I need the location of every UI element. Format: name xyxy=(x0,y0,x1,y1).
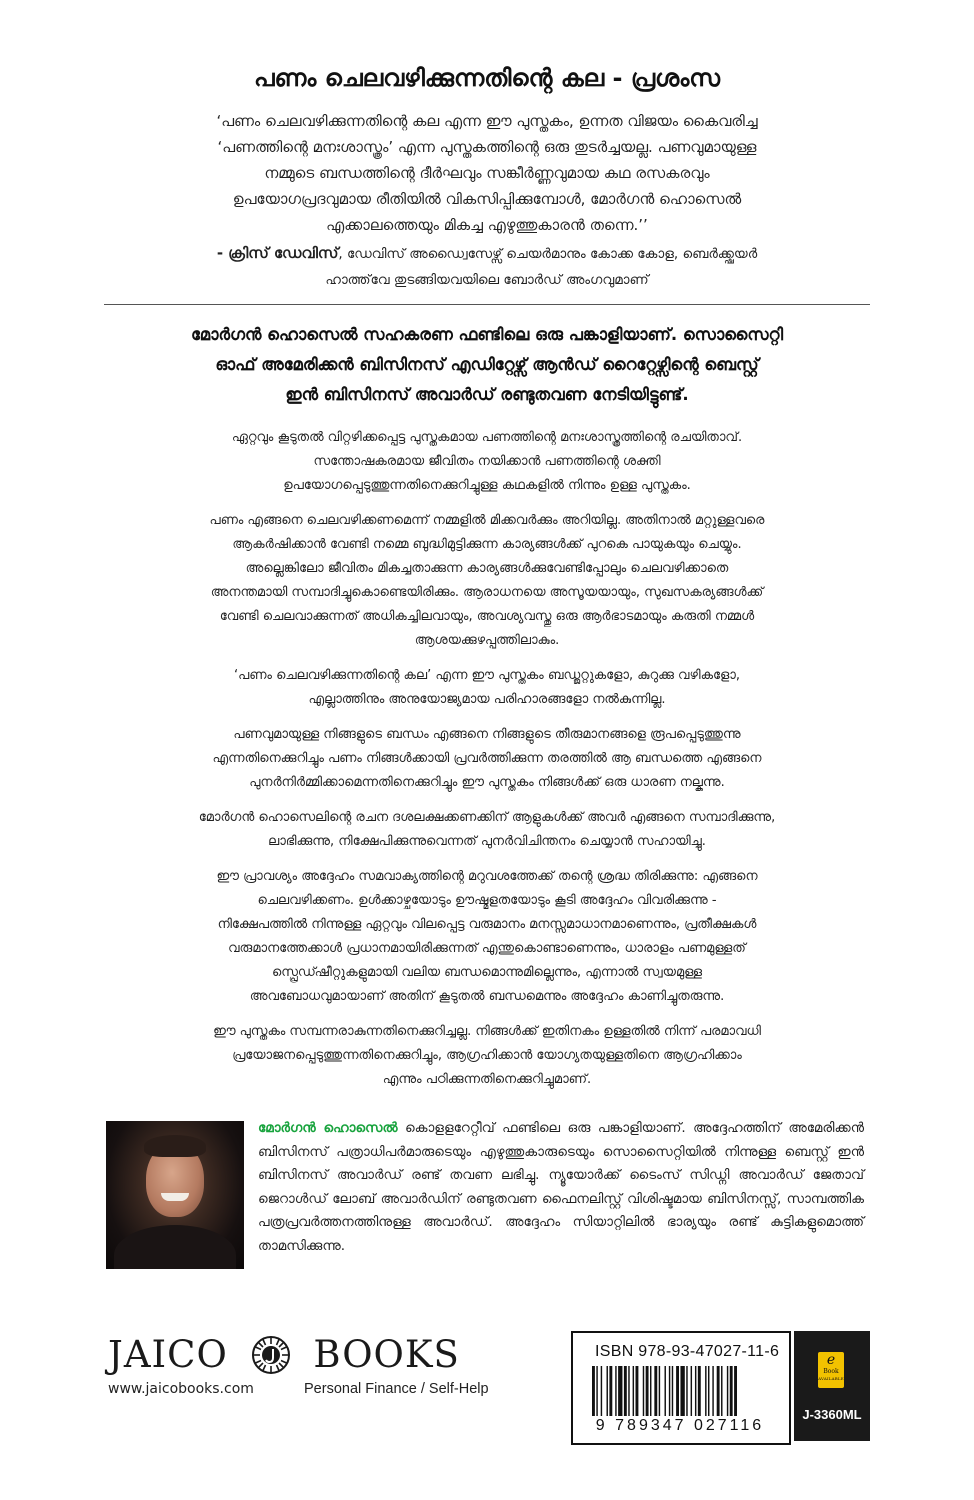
barcode-bars xyxy=(592,1366,782,1416)
barcode-bar xyxy=(669,1366,670,1416)
barcode-bar xyxy=(592,1366,595,1416)
barcode-bar xyxy=(691,1366,692,1416)
publisher-name-right: BOOKS xyxy=(313,1333,460,1376)
description-line: ‘പണം ചെലവഴിക്കുന്നതിന്റെ കല’ എന്ന ഈ പുസ്തകം ബഡ്ജറ്റുകളോ, കുറുക്കു വഴികളോ, xyxy=(234,668,740,683)
author-bio xyxy=(258,1117,864,1258)
barcode-bar xyxy=(646,1366,649,1416)
quote-attribution xyxy=(110,240,864,293)
description-line: അല്ലെങ്കിലോ ജീവിതം മികച്ചതാക്കുന്ന കാര്യങ്ങൾക്കുവേണ്ടിപ്പോലും ചെലവഴിക്കാതെ xyxy=(245,561,729,576)
description-paragraph xyxy=(86,723,888,795)
barcode-bar xyxy=(643,1366,644,1416)
barcode-bar xyxy=(601,1366,602,1416)
barcode-bar xyxy=(727,1366,728,1416)
barcode-bar xyxy=(730,1366,733,1416)
book-category: Personal Finance / Self-Help xyxy=(304,1381,489,1397)
summary-line: ഓഫ് അമേരിക്കൻ ബിസിനസ് എഡിറ്റേഴ്സ് ആൻഡ് റൈറ്റേഴ്സിന്റെ ബെസ്റ്റ് xyxy=(215,355,759,374)
attribution-line xyxy=(110,240,864,267)
barcode-bar xyxy=(686,1366,687,1416)
barcode-bar xyxy=(607,1366,608,1416)
description-paragraph xyxy=(86,806,888,854)
barcode-bar xyxy=(633,1366,634,1416)
ebook-badge-available: AVAILABLE xyxy=(818,1376,844,1381)
attribution-name: ക്രിസ് ഡേവിസ് xyxy=(228,244,339,262)
photo-smile xyxy=(161,1193,189,1201)
barcode-bar xyxy=(628,1366,629,1416)
barcode-bar xyxy=(665,1366,666,1416)
description-line: നിക്ഷേപത്തിൽ നിന്നുള്ള ഏറ്റവും വിലപ്പെട്ട വരുമാനം മനസ്സമാധാനമാണെന്നും, പ്രതീക്ഷകൾ xyxy=(217,917,757,932)
attribution-prefix: - xyxy=(216,244,229,262)
description-paragraph xyxy=(86,426,888,498)
barcode-bar xyxy=(596,1366,597,1416)
publisher-name-left: JAICO xyxy=(108,1333,228,1376)
barcode-bar xyxy=(659,1366,660,1416)
barcode-bar xyxy=(680,1366,684,1416)
description-line: എന്നതിനെക്കുറിച്ചും പണം നിങ്ങൾക്കായി പ്രവർത്തിക്കുന്ന തരത്തിൽ ആ ബന്ധത്തെ എങ്ങനെ xyxy=(212,751,762,766)
author-photo xyxy=(106,1121,244,1269)
quote-line: ഉപയോഗപ്രദവുമായ രീതിയിൽ വികസിപ്പിക്കുമ്പോൾ, മോർഗൻ ഹൊസെൽ xyxy=(232,190,742,208)
ebook-badge-icon xyxy=(818,1352,844,1388)
description-line: സ്പ്രെഡ്ഷീറ്റുകളുമായി വലിയ ബന്ധമൊന്നുമില്ലെന്നും, എന്നാൽ സ്വയമുള്ള xyxy=(271,965,703,980)
photo-shoulders xyxy=(114,1225,236,1269)
quote-line: ‘പണത്തിന്റെ മനഃശാസ്ത്രം’ എന്ന പുസ്തകത്തിന്റെ ഒരു തുടർച്ചയല്ല. പണവുമായുള്ള xyxy=(217,138,757,156)
barcode-bar xyxy=(618,1366,622,1416)
description-line: ആശയക്കുഴപ്പത്തിലാകും. xyxy=(414,633,560,648)
barcode-bar xyxy=(609,1366,612,1416)
barcode-bar xyxy=(708,1366,709,1416)
description-paragraph xyxy=(86,1020,888,1092)
barcode-bar xyxy=(615,1366,616,1416)
quote-line: ‘പണം ചെലവഴിക്കുന്നതിന്റെ കല എന്ന ഈ പുസ്തകം, ഉന്നത വിജയം കൈവരിച്ച xyxy=(216,112,758,130)
barcode-bar xyxy=(717,1366,720,1416)
barcode-bar xyxy=(650,1366,651,1416)
description-line: പുനർനിർമ്മിക്കാമെന്നതിനെക്കുറിച്ചും ഈ പുസ്തകം നിങ്ങൾക്ക് ഒരു ധാരണ നല്കുന്നു. xyxy=(249,775,725,790)
description-line: പണം എങ്ങനെ ചെലവഴിക്കണമെന്ന് നമ്മളിൽ മിക്കവർക്കും അറിയില്ല. അതിനാൽ മറ്റുള്ളവരെ xyxy=(209,513,765,528)
description-line: വരുമാനത്തേക്കാൾ പ്രധാനമായിരിക്കുന്നത് എന്തുകൊണ്ടാണെന്നും, ധാരാളം പണമുള്ളത് xyxy=(228,941,746,956)
summary-line: മോർഗൻ ഹൊസെൽ സഹകരണ ഫണ്ടിലെ ഒരു പങ്കാളിയാണ്. സൊസൈറ്റി xyxy=(190,325,784,344)
description-line: ലാഭിക്കുന്നു, നിക്ഷേപിക്കുന്നുവെന്നത് പുനർവിചിന്തനം ചെയ്യാൻ സഹായിച്ചു. xyxy=(268,834,706,849)
author-summary xyxy=(96,320,878,410)
barcode-bar xyxy=(705,1366,706,1416)
author-bio-text: കൊളളറേറ്റീവ് ഫണ്ടിലെ ഒരു പങ്കാളിയാണ്. അദ്ദേഹത്തിന് അമേരിക്കൻ ബിസിനസ് പത്രാധിപർമാരുടെയും എഴുത്തുകാരുടെയും സൊസൈറ്റിയിൽ നിന്നുള്ള ബെസ്റ്റ് ഇൻ ബിസിനസ് അവാർഡ് രണ്ട് തവണ ലഭിച്ചു. ന്യൂയോർക്ക് ടൈംസ് സിഡ്നി അവാർഡ് ജേതാവ് ജെറാൾഡ് ലോബ് അവാർഡിന് രണ്ടുതവണ ഫൈനലിസ്റ്റ് വിശിഷ്ടമായ ബിസിനസ്സ്, സാമ്പത്തിക പത്രപ്രവർത്തനത്തിനുള്ള അവാർഡ്. അദ്ദേഹം സിയാറ്റിലിൽ ഭാര്യയും രണ്ട് കുട്ടികളുമൊത്ത് താമസിക്കുന്നു. xyxy=(258,1120,865,1254)
quote-line: നമ്മുടെ ബന്ധത്തിന്റെ ദീർഘവും സങ്കീർണ്ണവുമായ കഥ രസകരവും xyxy=(264,164,710,182)
barcode-bar xyxy=(676,1366,679,1416)
description-line: പണവുമായുള്ള നിങ്ങളുടെ ബന്ധം എങ്ങനെ നിങ്ങളുടെ തീരുമാനങ്ങളെ രൂപപ്പെടുത്തുന്നു xyxy=(233,727,741,742)
publisher-logo xyxy=(108,1330,460,1376)
ebook-badge-e: e xyxy=(826,1352,836,1368)
description-line: ആകർഷിക്കാൻ വേണ്ടി നമ്മെ ബുദ്ധിമുട്ടിക്കുന്ന കാര്യങ്ങൾക്ക് പുറകെ പായുകയും ചെയ്യും. xyxy=(232,537,742,552)
publisher-emblem-icon xyxy=(251,1335,291,1375)
description-paragraph xyxy=(86,509,888,653)
barcode-bar xyxy=(672,1366,673,1416)
attribution-role: , ഡേവിസ് അഡ്വൈസേഴ്സ് ചെയർമാനും കോക്ക കോള, ബെർക്ക്ഷയർ xyxy=(338,246,758,262)
praise-quote xyxy=(110,108,864,238)
description-line: വേണ്ടി ചെലവാക്കുന്നത് അധികച്ചിലവായും, അവശ്യവസ്തു ഒരു ആർഭാടമായും കരുതി നമ്മൾ xyxy=(219,609,755,624)
barcode-bar xyxy=(695,1366,696,1416)
description-line: മോർഗൻ ഹൊസെലിന്റെ രചന ദശലക്ഷക്കണക്കിന് ആളുകൾക്ക് അവർ എങ്ങനെ സമ്പാദിക്കുന്നു, xyxy=(198,810,776,825)
author-name: മോർഗൻ ഹൊസെൽ xyxy=(258,1120,398,1136)
description-line: എല്ലാത്തിനും അനുയോജ്യമായ പരിഹാരങ്ങളോ നൽകുന്നില്ല. xyxy=(308,692,666,707)
description-line: ഉപയോഗപ്പെടുത്തുന്നതിനെക്കുറിച്ചുള്ള കഥകളിൽ നിന്നും ഉള്ള പുസ്തകം. xyxy=(283,478,691,493)
barcode-bar xyxy=(721,1366,722,1416)
description-line: ഈ പ്രാവശ്യം അദ്ദേഹം സമവാക്യത്തിന്റെ മറുവശത്തേക്ക് തന്റെ ശ്രദ്ധ തിരിക്കുന്നു: എങ്ങനെ xyxy=(216,869,758,884)
book-description xyxy=(86,426,888,1103)
description-line: ചെലവഴിക്കണം. ഉൾക്കാഴ്ചയോടും ഊഷ്മളതയോടും കൂടി അദ്ദേഹം വിവരിക്കുന്നു - xyxy=(257,893,717,908)
isbn-label: ISBN 978-93-47027-11-6 xyxy=(595,1343,780,1360)
barcode-bar xyxy=(734,1366,737,1416)
description-line: ഏറ്റവും കൂടുതൽ വിറ്റഴിക്കപ്പെട്ട പുസ്തകമായ പണത്തിന്റെ മനഃശാസ്ത്രത്തിന്റെ രചയിതാവ്. xyxy=(231,430,743,445)
description-line: അനന്തമായി സമ്പാദിച്ചുകൊണ്ടെയിരിക്കും. ആരാധനയെ അസൂയയായും, സുഖസകര്യങ്ങൾക്ക് xyxy=(210,585,764,600)
praise-heading: പണം ചെലവഴിക്കുന്നതിന്റെ കല - പ്രശംസ xyxy=(253,64,721,92)
description-line: സന്തോഷകരമായ ജീവിതം നയിക്കാൻ പണത്തിന്റെ ശക്തി xyxy=(313,454,661,469)
description-paragraph xyxy=(86,865,888,1009)
quote-line: എക്കാലത്തെയും മികച്ച എഴുത്തുകാരൻ തന്നെ.’’ xyxy=(326,216,648,234)
description-line: പ്രയോജനപ്പെടുത്തുന്നതിനെക്കുറിച്ചും, ആഗ്രഹിക്കാൻ യോഗ്യതയുള്ളതിനെ ആഗ്രഹിക്കാം xyxy=(232,1048,742,1063)
description-paragraph xyxy=(86,664,888,712)
barcode-bar xyxy=(624,1366,627,1416)
publisher-website: www.jaicobooks.com xyxy=(108,1381,254,1397)
photo-hair xyxy=(144,1135,206,1157)
ebook-badge-book: Book xyxy=(823,1368,839,1375)
product-code: J-3360ML xyxy=(802,1407,862,1422)
barcode-bar xyxy=(636,1366,639,1416)
isbn-digits: 9 789347 027116 xyxy=(595,1417,765,1434)
section-divider xyxy=(104,304,870,305)
barcode-bar xyxy=(698,1366,701,1416)
description-line: ഈ പുസ്തകം സമ്പന്നരാകുന്നതിനെക്കുറിച്ചല്ല. നിങ്ങൾക്ക് ഇതിനകം ഉള്ളതിൽ നിന്ന് പരമാവധി xyxy=(213,1024,761,1039)
barcode-bar xyxy=(654,1366,657,1416)
description-line: അവബോധവുമായാണ് അതിന് കൂടുതൽ ബന്ധമെന്നും അദ്ദേഹം കാണിച്ചുതരുന്നു. xyxy=(249,989,725,1004)
barcode-bar xyxy=(712,1366,713,1416)
summary-line: ഇൻ ബിസിനസ് അവാർഡ് രണ്ടുതവണ നേടിയിട്ടുണ്ട്. xyxy=(285,385,689,404)
description-line: എന്നും പഠിക്കുന്നതിനെക്കുറിച്ചുമാണ്. xyxy=(382,1072,592,1087)
attribution-line: ഹാത്ത്‌വേ തുടങ്ങിയവയിലെ ബോർഡ് അംഗവുമാണ് xyxy=(325,272,649,288)
